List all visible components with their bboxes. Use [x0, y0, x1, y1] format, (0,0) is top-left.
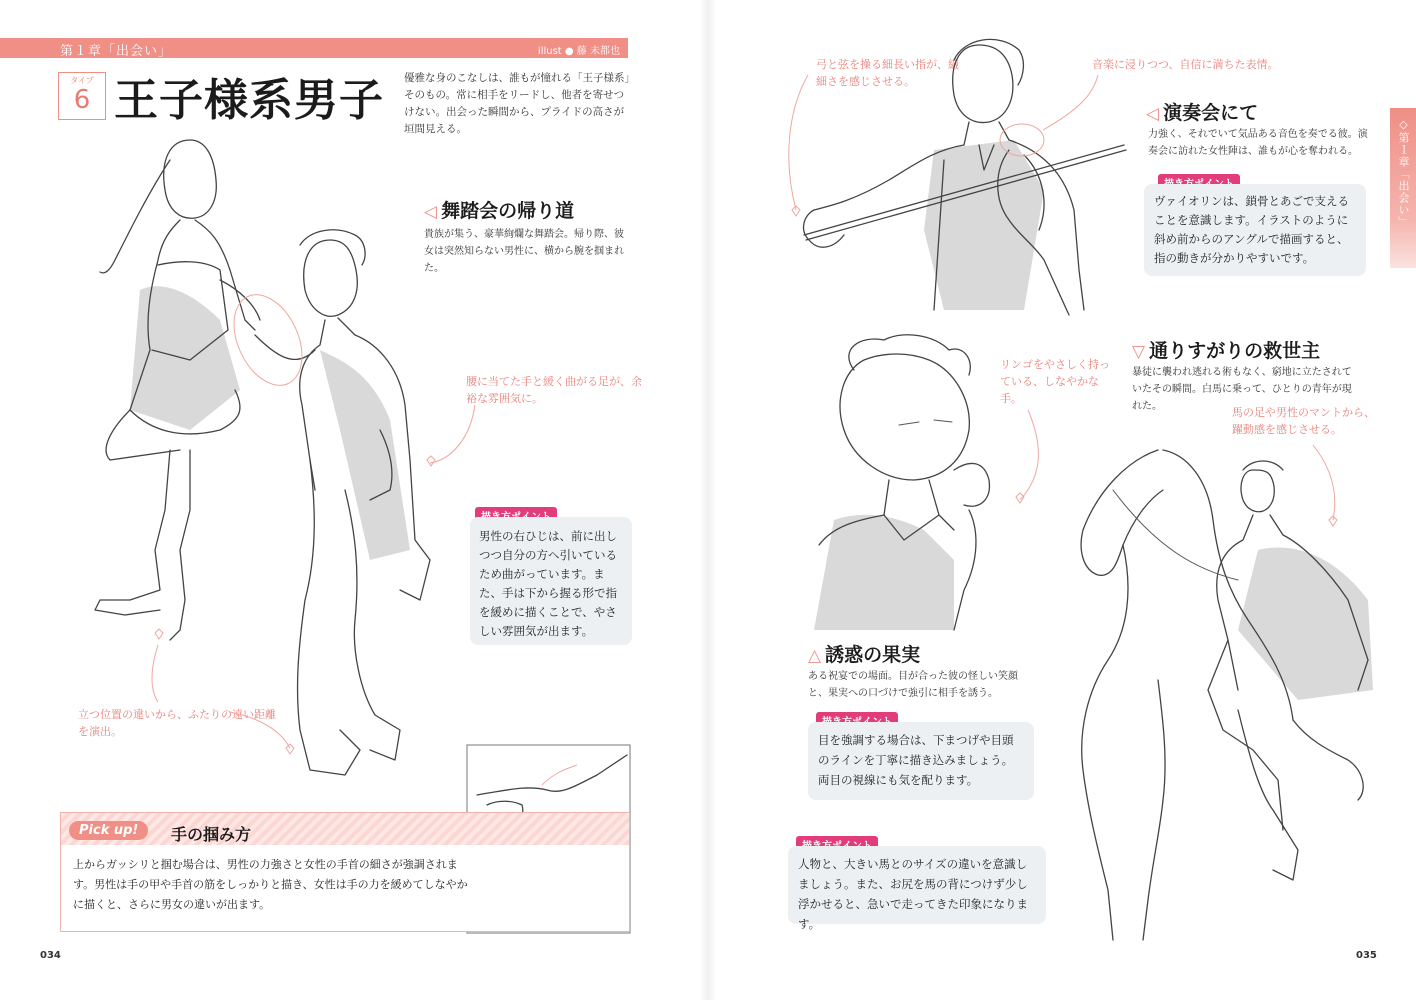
heading-marker: △: [808, 646, 822, 666]
section-body-savior: 暴徒に襲われ逃れる術もなく、窮地に立たされていたその瞬間。白馬に乗って、ひとりの青年が現れた。: [1132, 367, 1352, 412]
point-box-1: 男性の右ひじは、前に出しつつ自分の方へ引いているため曲がっています。また、手は下から握る形で指を緩めに描くことで、やさしい雰囲気が出ます。: [470, 517, 632, 645]
pickup-badge: Pick up!: [69, 821, 148, 840]
section-body-ballroom: 貴族が集う、豪華絢爛な舞踏会。帰り際、彼女は突然知らない男性に、横から腕を掴まれた。: [424, 229, 624, 274]
section-heading-savior: [1132, 336, 1320, 363]
illustrator-credit: illust ● 藤 未都也: [537, 46, 620, 57]
pickup-box: [60, 812, 630, 932]
note-music-expression: 音楽に浸りつつ、自信に満ちた表情。: [1092, 58, 1279, 71]
illustration-violinist: [794, 30, 1144, 320]
note-apple-hand: リンゴをやさしく持っている、しなやかな手。: [1000, 358, 1110, 405]
note-standing-position: 立つ位置の違いから、ふたりの遠い距離を演出。: [78, 708, 276, 738]
pickup-text: 上からガッシリと掴む場合は、男性の力強さと女性の手首の細さが強調されます。男性は手の甲や手首の筋をしっかりと描き、女性は手の力を緩めてしなやかに描くと、さらに男女の違いが出ます。: [73, 858, 468, 911]
note-position-leader: [150, 630, 300, 760]
page-number-right: 035: [1356, 950, 1377, 961]
lead-text: 優雅な身のこなしは、誰もが憧れる「王子様系」そのもの。常に相手をリードし、他者を寄せつけない。出会った瞬間から、プライドの高さが垣間見える。: [404, 72, 630, 135]
section-body-concert: 力強く、それでいて気品ある音色を奏でる彼。演奏会に訪れた女性陣は、誰もが心を奪われる。: [1148, 129, 1368, 157]
chapter-header-bar: [0, 38, 628, 58]
chapter-label: 第１章「出会い」: [60, 44, 173, 59]
illustration-horse-rider: [1038, 430, 1378, 950]
heading-text: 演奏会にて: [1163, 102, 1259, 124]
heading-marker: ▽: [1132, 342, 1146, 362]
section-heading-fruit: [808, 640, 920, 667]
side-tab-label: ◇第１章「出会い」: [1397, 118, 1410, 228]
section-heading-concert: [1146, 98, 1258, 125]
type-number: 6: [73, 85, 91, 115]
section-heading-ballroom: [424, 196, 574, 223]
page-number-left: 034: [40, 950, 61, 961]
heading-marker: ◁: [1146, 104, 1160, 124]
point-box-eyes: 目を強調する場合は、下まつげや目頭のラインを丁寧に描き込みましょう。両目の視線にも気を配ります。: [808, 722, 1034, 800]
note-hip-leader: [425, 400, 485, 470]
type-number-box: [58, 72, 106, 120]
pickup-title: 手の掴み方: [171, 825, 252, 844]
note-violin-fingers: 弓と弦を操る細長い指が、繊細さを感じさせる。: [816, 58, 959, 88]
page-title: 王子様系男子: [114, 75, 384, 126]
note-horse-motion: 馬の足や男性のマントから、躍動感を感じさせる。: [1232, 406, 1375, 436]
right-page: [708, 0, 1416, 1000]
section-body-fruit: ある祝宴での場面。目が合った彼の怪しい笑顔と、果実への口づけで強引に相手を誘う。: [808, 671, 1018, 699]
note-hip-pose: 腰に当てた手と緩く曲がる足が、余裕な雰囲気に。: [466, 375, 642, 405]
heading-text: 通りすがりの救世主: [1149, 340, 1321, 362]
type-label: タイプ: [70, 76, 94, 85]
heading-text: 舞踏会の帰り道: [441, 200, 575, 222]
heading-marker: ◁: [424, 202, 438, 222]
chapter-side-tab: [1390, 108, 1416, 268]
point-box-violin: ヴァイオリンは、鎖骨とあごで支えることを意識します。イラストのように斜め前からのアングルで描画すると、指の動きが分かりやすいです。: [1144, 184, 1366, 276]
point-box-horse: 人物と、大きい馬とのサイズの違いを意識しましょう。また、お尻を馬の背につけず少し浮かせると、急いで走ってきた印象になります。: [788, 846, 1046, 924]
heading-text: 誘惑の果実: [825, 644, 921, 666]
